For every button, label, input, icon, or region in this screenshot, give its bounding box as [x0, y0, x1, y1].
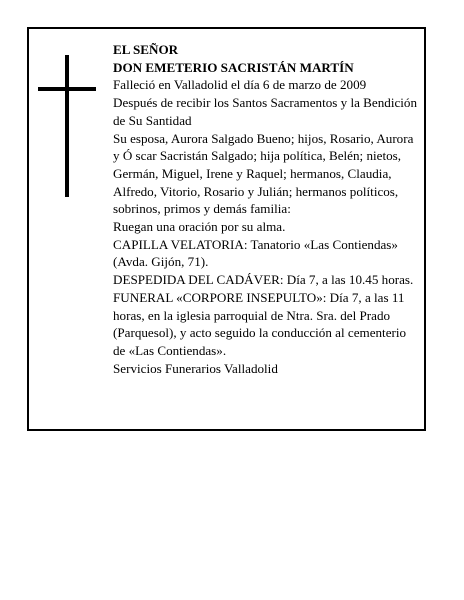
- obituary-text: [113, 41, 419, 377]
- prayer-request: Ruegan una oración por su alma.: [113, 219, 286, 235]
- cross-icon: [38, 55, 96, 197]
- death-statement: Falleció en Valladolid el día 6 de marzo de 2009: [113, 77, 367, 93]
- cross-horizontal-bar: [38, 87, 96, 91]
- family-list: Su esposa, Aurora Salgado Bueno; hijos, Rosario, Aurora y Ó scar Sacristán Salgado; hija política, Belén; nietos, Germán, Miguel, Irene y Raquel; hermanos, Claudia, Alfredo, Vitorio, Rosario y Julián; hermanos políticos, sobrinos, primos y demás familia:: [113, 130, 414, 217]
- funeral-services: Servicios Funerarios Valladolid: [113, 360, 278, 376]
- cross-vertical-bar: [65, 55, 69, 197]
- sacraments-statement: Después de recibir los Santos Sacramentos y la Bendición de Su Santidad: [113, 95, 417, 128]
- deceased-name: DON EMETERIO SACRISTÁN MARTÍN: [113, 59, 354, 75]
- chapel-details: CAPILLA VELATORIA: Tanatorio «Las Contiendas» (Avda. Gijón, 71).: [113, 236, 398, 270]
- funeral-details: FUNERAL «CORPORE INSEPULTO»: Día 7, a las 11 horas, en la iglesia parroquial de Ntra. Sra. del Prado (Parquesol), y acto seguido la conducción al cementerio de «Las Contiendas».: [113, 289, 407, 358]
- deceased-title: EL SEÑOR: [113, 42, 179, 57]
- farewell-details: DESPEDIDA DEL CADÁVER: Día 7, a las 10.45 horas.: [113, 272, 414, 288]
